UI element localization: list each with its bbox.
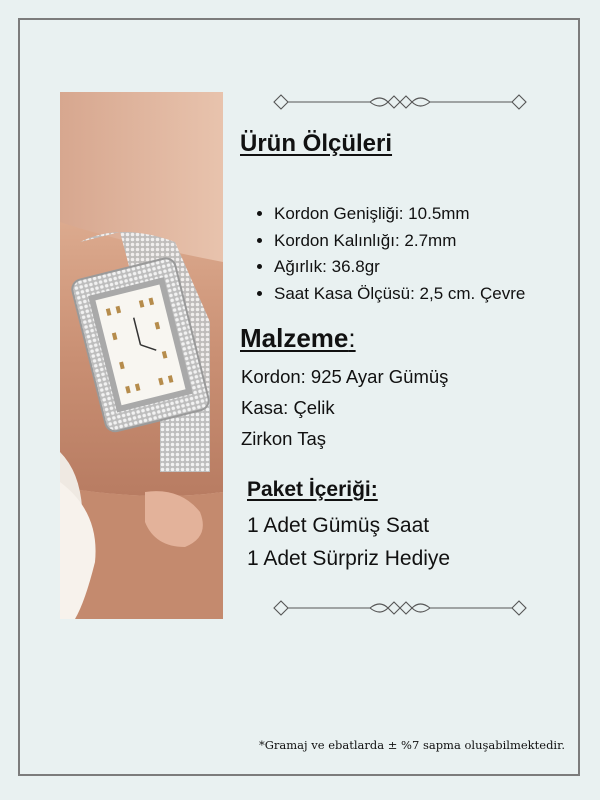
- list-item: • Saat Kasa Ölçüsü: 2,5 cm. Çevre: [274, 281, 525, 308]
- ornament-divider-top: [272, 90, 528, 114]
- list-item: • Kordon Kalınlığı: 2.7mm: [274, 228, 525, 255]
- product-dimensions-heading: Ürün Ölçüleri: [240, 130, 393, 157]
- ornament-divider-bottom: [272, 596, 528, 620]
- material-heading: [240, 323, 356, 354]
- list-item: Kasa: Çelik: [241, 397, 335, 418]
- list-item: • Ağırlık: 36.8gr: [274, 254, 525, 281]
- material-list: [241, 361, 448, 454]
- material-heading-colon: :: [348, 323, 356, 353]
- package-heading: Paket İçeriği:: [247, 478, 378, 501]
- package-list: [247, 509, 450, 575]
- product-photo: [60, 92, 223, 619]
- list-item: 1 Adet Sürpriz Hediye: [247, 547, 451, 570]
- list-item: • Kordon Genişliği: 10.5mm: [274, 201, 525, 228]
- list-item: Zirkon Taş: [241, 428, 326, 449]
- tolerance-footnote: *Gramaj ve ebatlarda ± %7 sapma oluşabilmektedir.: [258, 738, 565, 752]
- list-item: Kordon: 925 Ayar Gümüş: [241, 366, 449, 387]
- list-item: 1 Adet Gümüş Saat: [247, 514, 430, 537]
- product-dimensions-list: [256, 201, 525, 307]
- material-heading-text: Malzeme: [240, 323, 349, 353]
